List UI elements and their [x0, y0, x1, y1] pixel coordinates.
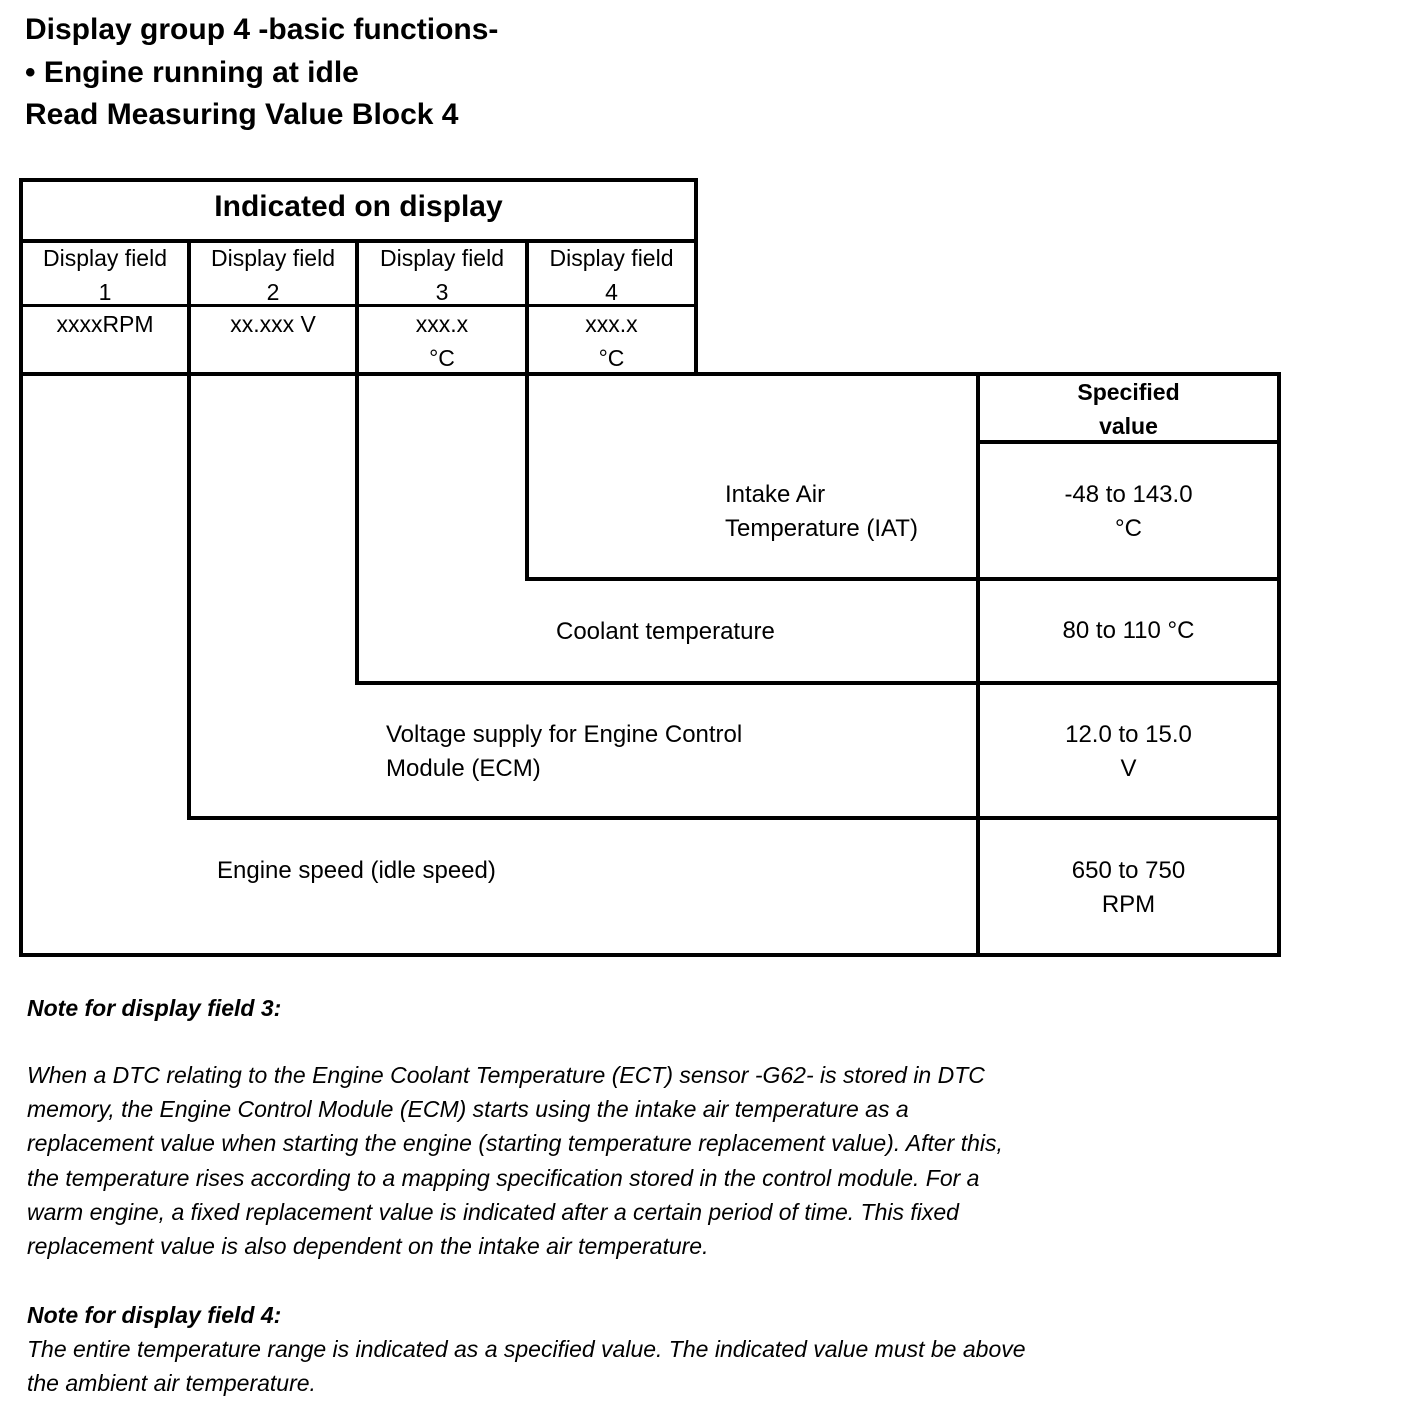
display-field-4-label: Display field 4 — [549, 245, 674, 305]
display-field-1-label: Display field 1 — [43, 245, 167, 305]
row-label-iat: Intake Air Temperature (IAT) — [725, 481, 918, 542]
note-field-3-heading: Note for display field 3: — [27, 995, 282, 1021]
spec-coolant: 80 to 110 °C — [1062, 617, 1195, 644]
table-title: Indicated on display — [214, 190, 503, 223]
row-label-voltage: Voltage supply for Engine Control Module (ECM) — [386, 721, 743, 782]
display-field-2-label: Display field 2 — [211, 245, 335, 305]
row-label-coolant: Coolant temperature — [556, 618, 775, 645]
display-field-3-label: Display field 3 — [380, 245, 504, 305]
note-field-4-text: The entire temperature range is indicated as a specified value. The indicated value must be above the ambient air temperature. — [27, 1336, 1026, 1397]
spec-voltage: 12.0 to 15.0 V — [1065, 721, 1192, 782]
note-field-4-heading: Note for display field 4: — [27, 1302, 282, 1328]
display-field-3-value: xxx.x °C — [415, 311, 469, 371]
group-title: Display group 4 -basic functions- — [25, 13, 499, 46]
note-field-3-text: When a DTC relating to the Engine Coolant Temperature (ECT) sensor -G62- is stored in DTC memory, the Engine Control Module (ECM) starts using the intake air temperature as a replacement value when starting the engine (starting temperature replacement value). After this, the temperature rises according to a mapping specification stored in the control module. For a warm engine, a fixed replacement value is indicated after a certain period of time. This fixed replacement value is also dependent on the intake air temperature. — [27, 1062, 1003, 1260]
display-field-1-value: xxxxRPM — [56, 311, 154, 337]
row-label-engine-speed: Engine speed (idle speed) — [217, 857, 496, 884]
block-title: Read Measuring Value Block 4 — [25, 98, 459, 131]
display-field-2-value: xx.xxx V — [230, 311, 316, 337]
spec-engine-speed: 650 to 750 RPM — [1071, 857, 1186, 918]
condition-line: • Engine running at idle — [25, 56, 359, 89]
spec-iat: -48 to 143.0 °C — [1064, 481, 1193, 542]
display-field-4-value: xxx.x °C — [585, 311, 638, 371]
specified-value-header: Specified value — [1077, 379, 1180, 439]
